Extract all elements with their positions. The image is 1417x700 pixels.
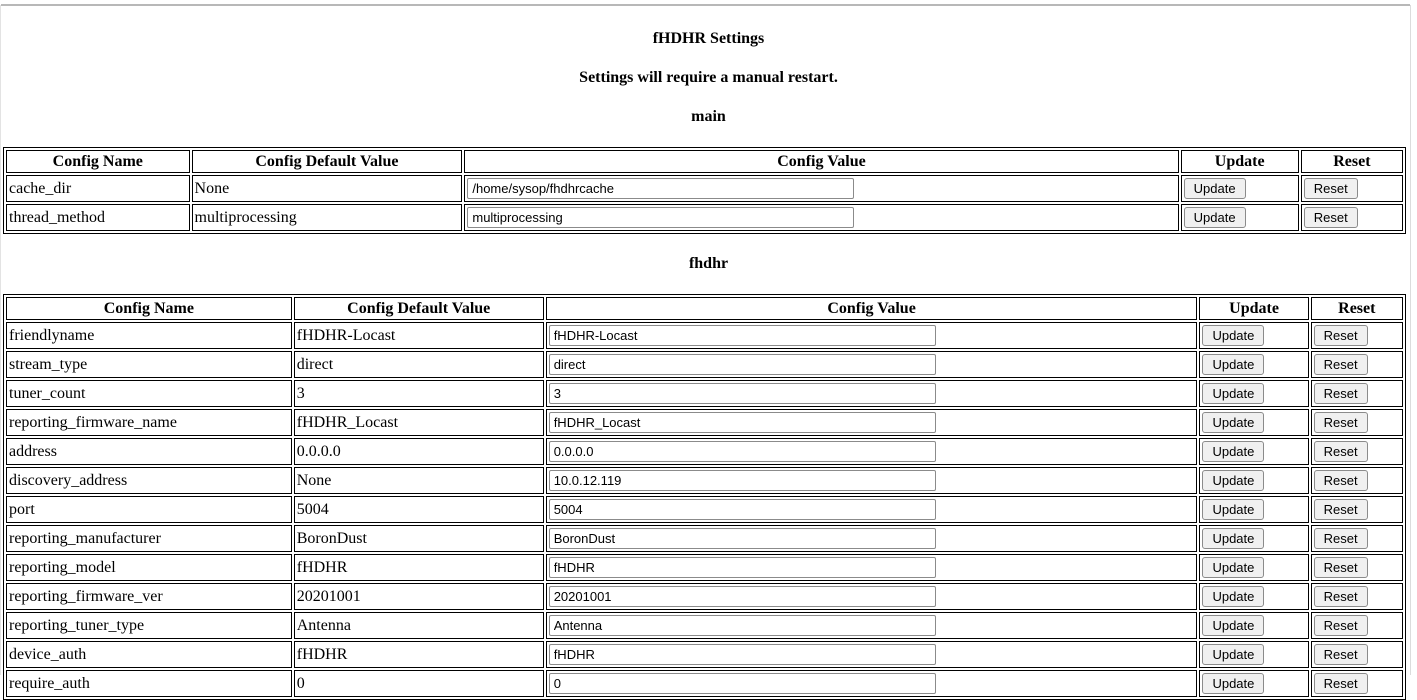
config-value-input[interactable] [549, 673, 936, 694]
column-header-config-name: Config Name [6, 297, 292, 320]
reset-cell [1301, 175, 1403, 202]
update-button[interactable]: Update [1184, 178, 1246, 199]
config-name-cell: require_auth [6, 670, 292, 697]
reset-cell [1311, 525, 1403, 552]
column-header-reset: Reset [1311, 297, 1403, 320]
reset-cell [1311, 496, 1403, 523]
update-cell [1199, 380, 1308, 407]
reset-button[interactable]: Reset [1314, 586, 1368, 607]
column-header-config-value: Config Value [464, 150, 1178, 173]
config-name-cell: tuner_count [6, 380, 292, 407]
config-default-cell: direct [294, 351, 544, 378]
column-header-config-name: Config Name [6, 150, 190, 173]
config-name-cell: thread_method [6, 204, 190, 231]
config-row [6, 641, 1403, 668]
config-default-cell: Antenna [294, 612, 544, 639]
restart-notice: Settings will require a manual restart. [579, 69, 838, 86]
config-default-cell: 3 [294, 380, 544, 407]
config-row [6, 438, 1403, 465]
column-header-config-value: Config Value [546, 297, 1198, 320]
section-heading-fhdhr: fhdhr [688, 255, 729, 272]
reset-cell [1311, 670, 1403, 697]
update-cell [1199, 583, 1308, 610]
config-value-input[interactable] [549, 441, 936, 462]
update-cell [1199, 525, 1308, 552]
config-default-cell: fHDHR [294, 641, 544, 668]
update-cell [1199, 670, 1308, 697]
config-name-cell: reporting_manufacturer [6, 525, 292, 552]
update-cell [1199, 612, 1308, 639]
reset-button[interactable]: Reset [1314, 412, 1368, 433]
config-row [6, 583, 1403, 610]
config-row [6, 175, 1403, 202]
reset-cell [1301, 204, 1403, 231]
config-value-cell [464, 204, 1178, 231]
reset-cell [1311, 612, 1403, 639]
config-value-input[interactable] [549, 557, 936, 578]
column-header-config-default-value: Config Default Value [192, 150, 463, 173]
config-value-input[interactable] [467, 178, 854, 199]
update-button[interactable]: Update [1202, 499, 1264, 520]
config-default-cell: None [294, 467, 544, 494]
config-row [6, 525, 1403, 552]
update-button[interactable]: Update [1202, 673, 1264, 694]
config-default-cell: 5004 [294, 496, 544, 523]
config-name-cell: stream_type [6, 351, 292, 378]
config-value-cell [464, 175, 1178, 202]
config-value-input[interactable] [549, 325, 936, 346]
reset-button[interactable]: Reset [1314, 528, 1368, 549]
config-value-cell [546, 612, 1198, 639]
config-value-cell [546, 322, 1198, 349]
config-row [6, 351, 1403, 378]
reset-button[interactable]: Reset [1304, 207, 1358, 228]
config-value-cell [546, 409, 1198, 436]
config-value-input[interactable] [549, 470, 936, 491]
config-default-cell: 20201001 [294, 583, 544, 610]
config-row [6, 670, 1403, 697]
config-name-cell: address [6, 438, 292, 465]
config-row [6, 322, 1403, 349]
config-value-input[interactable] [549, 499, 936, 520]
config-name-cell: port [6, 496, 292, 523]
config-value-cell [546, 467, 1198, 494]
reset-cell [1311, 583, 1403, 610]
reset-button[interactable]: Reset [1304, 178, 1358, 199]
update-button[interactable]: Update [1202, 644, 1264, 665]
config-name-cell: friendlyname [6, 322, 292, 349]
config-value-input[interactable] [549, 586, 936, 607]
config-value-cell [546, 583, 1198, 610]
reset-button[interactable]: Reset [1314, 644, 1368, 665]
config-name-cell: reporting_firmware_name [6, 409, 292, 436]
config-row [6, 204, 1403, 231]
reset-button[interactable]: Reset [1314, 673, 1368, 694]
header-row [6, 150, 1403, 173]
config-value-input[interactable] [467, 207, 854, 228]
config-value-cell [546, 351, 1198, 378]
section-heading-main: main [691, 108, 726, 125]
config-name-cell: discovery_address [6, 467, 292, 494]
update-button[interactable]: Update [1202, 586, 1264, 607]
reset-button[interactable]: Reset [1314, 441, 1368, 462]
reset-cell [1311, 641, 1403, 668]
config-table-fhdhr [3, 294, 1406, 700]
config-value-cell [546, 641, 1198, 668]
update-button[interactable]: Update [1202, 441, 1264, 462]
reset-cell [1311, 467, 1403, 494]
reset-cell [1311, 322, 1403, 349]
column-header-reset: Reset [1301, 150, 1403, 173]
config-table-main [3, 147, 1406, 234]
update-cell [1199, 554, 1308, 581]
config-value-cell [546, 496, 1198, 523]
update-button[interactable]: Update [1202, 470, 1264, 491]
header-row [6, 297, 1403, 320]
update-cell [1181, 204, 1299, 231]
config-value-cell [546, 525, 1198, 552]
config-default-cell: fHDHR [294, 554, 544, 581]
config-default-cell: None [192, 175, 463, 202]
update-button[interactable]: Update [1184, 207, 1246, 228]
reset-button[interactable]: Reset [1314, 325, 1368, 346]
config-row [6, 467, 1403, 494]
config-value-input[interactable] [549, 412, 936, 433]
update-button[interactable]: Update [1202, 557, 1264, 578]
update-cell [1199, 322, 1308, 349]
config-name-cell: reporting_model [6, 554, 292, 581]
config-row [6, 496, 1403, 523]
update-cell [1199, 409, 1308, 436]
reset-cell [1311, 380, 1403, 407]
update-cell [1181, 175, 1299, 202]
reset-cell [1311, 409, 1403, 436]
config-value-cell [546, 438, 1198, 465]
config-name-cell: cache_dir [6, 175, 190, 202]
config-default-cell: multiprocessing [192, 204, 463, 231]
update-button[interactable]: Update [1202, 528, 1264, 549]
config-value-cell [546, 670, 1198, 697]
column-header-update: Update [1199, 297, 1308, 320]
reset-button[interactable]: Reset [1314, 354, 1368, 375]
config-row [6, 612, 1403, 639]
update-button[interactable]: Update [1202, 325, 1264, 346]
reset-cell [1311, 351, 1403, 378]
reset-button[interactable]: Reset [1314, 383, 1368, 404]
reset-button[interactable]: Reset [1314, 470, 1368, 491]
update-button[interactable]: Update [1202, 354, 1264, 375]
config-row [6, 380, 1403, 407]
config-name-cell: reporting_tuner_type [6, 612, 292, 639]
reset-button[interactable]: Reset [1314, 499, 1368, 520]
page-title: fHDHR Settings [652, 30, 765, 47]
config-row [6, 409, 1403, 436]
config-default-cell: 0 [294, 670, 544, 697]
config-value-input[interactable] [549, 644, 936, 665]
config-row [6, 554, 1403, 581]
update-button[interactable]: Update [1202, 383, 1264, 404]
column-header-config-default-value: Config Default Value [294, 297, 544, 320]
update-cell [1199, 351, 1308, 378]
update-cell [1199, 467, 1308, 494]
window-frame-left-line [0, 5, 1, 675]
config-name-cell: device_auth [6, 641, 292, 668]
reset-cell [1311, 438, 1403, 465]
config-default-cell: 0.0.0.0 [294, 438, 544, 465]
update-cell [1199, 496, 1308, 523]
update-cell [1199, 438, 1308, 465]
config-value-input[interactable] [549, 615, 936, 636]
config-name-cell: reporting_firmware_ver [6, 583, 292, 610]
reset-button[interactable]: Reset [1314, 557, 1368, 578]
config-value-input[interactable] [549, 354, 936, 375]
config-value-input[interactable] [549, 528, 936, 549]
config-default-cell: BoronDust [294, 525, 544, 552]
update-button[interactable]: Update [1202, 412, 1264, 433]
window-frame-right-line [1410, 5, 1411, 675]
config-value-cell [546, 380, 1198, 407]
update-button[interactable]: Update [1202, 615, 1264, 636]
reset-cell [1311, 554, 1403, 581]
reset-button[interactable]: Reset [1314, 615, 1368, 636]
config-default-cell: fHDHR-Locast [294, 322, 544, 349]
config-default-cell: fHDHR_Locast [294, 409, 544, 436]
column-header-update: Update [1181, 150, 1299, 173]
window-frame-top-line [1, 4, 1410, 6]
config-value-input[interactable] [549, 383, 936, 404]
config-value-cell [546, 554, 1198, 581]
config-sections [3, 108, 1414, 700]
update-cell [1199, 641, 1308, 668]
